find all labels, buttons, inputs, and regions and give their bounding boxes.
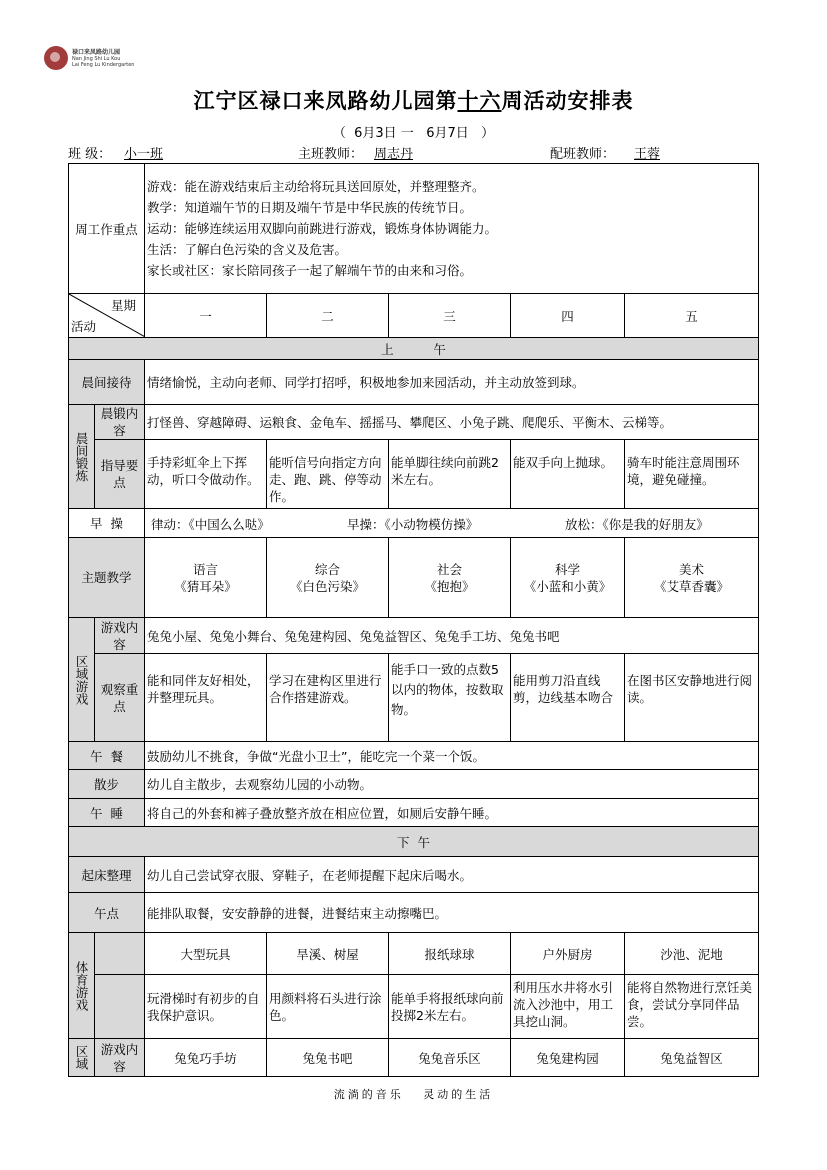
- subject-name: 社会: [437, 561, 463, 577]
- exercise-label: 早 操: [69, 509, 145, 538]
- focus-item: 教学：知道端午节的日期及端午节是中华民族的传统节日。: [147, 200, 473, 215]
- guide-point: 骑车时能注意周围环境，避免碰撞。: [625, 440, 759, 509]
- subject-title: 《小蓝和小黄》: [523, 578, 612, 594]
- subject-name: 科学: [555, 561, 581, 577]
- page-title: [0, 85, 827, 115]
- teaching-subject: [267, 538, 389, 618]
- pe-venue: 沙池、泥地: [625, 933, 759, 975]
- pe-point: 利用压水井将水引流入沙池中，用工具挖山洞。: [511, 975, 625, 1039]
- area-game-content: 兔兔小屋、兔兔小舞台、兔兔建构园、兔兔益智区、兔兔手工坊、兔兔书吧: [145, 618, 759, 654]
- reception-label: 晨间接待: [69, 360, 145, 405]
- weekly-focus-row: [69, 164, 759, 294]
- observe-point: 学习在建构区里进行合作搭建游戏。: [267, 654, 389, 742]
- week-number: 十六: [457, 89, 502, 113]
- pe-venue: 大型玩具: [145, 933, 267, 975]
- day-header: 五: [625, 294, 759, 338]
- morning-section-row: [69, 338, 759, 360]
- pe-point-blank: [95, 975, 145, 1039]
- morning-exercise-content: 打怪兽、穿越障碍、运粮食、金龟车、摇摇马、攀爬区、小兔子跳、爬爬乐、平衡木、云梯等。: [145, 405, 759, 440]
- subject-title: 《猜耳朵》: [174, 578, 237, 594]
- subject-name: 语言: [193, 561, 219, 577]
- logo-pinyin: Nan Jing Shi Lu Kou: [72, 56, 121, 62]
- subject-name: 美术: [679, 561, 705, 577]
- teaching-subject: [511, 538, 625, 618]
- day-header: 二: [267, 294, 389, 338]
- exercise-content: [145, 509, 759, 538]
- title-suffix: 周活动安排表: [501, 89, 634, 113]
- weekday-header-row: [69, 294, 759, 338]
- morning-section-label: 上 午: [69, 338, 759, 360]
- observe-label: 观察重点: [95, 654, 145, 742]
- afternoon-section-row: [69, 827, 759, 857]
- lunch-row: [69, 742, 759, 770]
- class-label: 班 级：: [68, 147, 112, 162]
- area-game-content-label: 游戏内容: [95, 618, 145, 654]
- reception-content: 情绪愉悦，主动向老师、同学打招呼，积极地参加来园活动，并主动放签到球。: [145, 360, 759, 405]
- teacher-info: [68, 143, 758, 163]
- teaching-subject: [625, 538, 759, 618]
- snack-content: 能排队取餐，安安静静的进餐，进餐结束主动擦嘴巴。: [145, 893, 759, 933]
- nap-label: 午 睡: [69, 799, 145, 827]
- logo-emblem-icon: [44, 46, 68, 70]
- relax-item: 放松：《你是我的好朋友》: [565, 517, 709, 532]
- teaching-subject: [389, 538, 511, 618]
- wakeup-content: 幼儿自己尝试穿衣服、穿鞋子，在老师提醒下起床后喝水。: [145, 857, 759, 893]
- pe-point-row: [69, 975, 759, 1039]
- schedule-table: [68, 163, 759, 1077]
- pe-venue: 报纸球球: [389, 933, 511, 975]
- lunch-label: 午 餐: [69, 742, 145, 770]
- wakeup-row: [69, 857, 759, 893]
- activity-label: 活动: [71, 319, 97, 334]
- morning-exercise-item: 早操：《小动物模仿操》: [347, 517, 479, 532]
- afternoon-section-label: 下 午: [69, 827, 759, 857]
- title-prefix: 江宁区禄口来凤路幼儿园第: [193, 89, 458, 113]
- morning-exercise-group-label: 晨间锻炼: [69, 405, 95, 509]
- class-value: 小一班: [124, 147, 164, 162]
- focus-item: 家长或社区：家长陪同孩子一起了解端午节的由来和习俗。: [147, 263, 473, 278]
- teaching-label: 主题教学: [69, 538, 145, 618]
- subject-title: 《艾草香囊》: [654, 578, 730, 594]
- day-header: 一: [145, 294, 267, 338]
- subject-title: 《抱抱》: [424, 578, 475, 594]
- guide-label: 指导要点: [95, 440, 145, 509]
- assist-teacher-label: 配班教师：: [550, 147, 616, 162]
- observe-point: 在图书区安静地进行阅读。: [625, 654, 759, 742]
- morning-exercise-content-label: 晨锻内容: [95, 405, 145, 440]
- exercise-row: [69, 509, 759, 538]
- pm-area-item: 兔兔音乐区: [389, 1039, 511, 1077]
- lunch-content: 鼓励幼儿不挑食，争做“光盘小卫士”，能吃完一个菜一个饭。: [145, 742, 759, 770]
- guide-point: 能双手向上抛球。: [511, 440, 625, 509]
- weekly-focus-content: [145, 164, 759, 294]
- pe-venue-row: [69, 933, 759, 975]
- walk-label: 散步: [69, 770, 145, 799]
- day-header: 四: [511, 294, 625, 338]
- pe-point: 能单手将报纸球向前投掷2米左右。: [389, 975, 511, 1039]
- week-label: 星期: [111, 298, 137, 313]
- observe-point: 能和同伴友好相处，并整理玩具。: [145, 654, 267, 742]
- pm-area-item: 兔兔益智区: [625, 1039, 759, 1077]
- date-range: （ 6月3日 一 6月7日 ）: [332, 126, 495, 141]
- pe-point: 玩滑梯时有初步的自我保护意识。: [145, 975, 267, 1039]
- assist-teacher-value: 王蓉: [634, 147, 661, 162]
- snack-label: 午点: [69, 893, 145, 933]
- pm-area-item: 兔兔建构园: [511, 1039, 625, 1077]
- logo-english: Lai Feng Lu Kindergarten: [72, 62, 135, 68]
- focus-item: 生活：了解白色污染的含义及危害。: [147, 242, 348, 257]
- nap-row: [69, 799, 759, 827]
- guide-point: 能单脚往续向前跳2米左右。: [389, 440, 511, 509]
- kindergarten-logo: [44, 42, 144, 76]
- day-header: 三: [389, 294, 511, 338]
- pe-venue: 户外厨房: [511, 933, 625, 975]
- pe-point: 用颜料将石头进行涂色。: [267, 975, 389, 1039]
- guide-point: 手持彩虹伞上下挥动，听口令做动作。: [145, 440, 267, 509]
- pm-area-item: 兔兔巧手坊: [145, 1039, 267, 1077]
- walk-row: [69, 770, 759, 799]
- wakeup-label: 起床整理: [69, 857, 145, 893]
- guide-point: 能听信号向指定方向走、跑、跳、停等动作。: [267, 440, 389, 509]
- snack-row: [69, 893, 759, 933]
- focus-item: 游戏：能在游戏结束后主动给将玩具送回原处，并整理整齐。: [147, 179, 485, 194]
- nap-content: 将自己的外套和裤子叠放整齐放在相应位置，如厕后安静午睡。: [145, 799, 759, 827]
- observe-point: 能手口一致的点数5以内的物体，按数取物。: [389, 654, 511, 742]
- observe-point: 能用剪刀沿直线剪，边线基本吻合: [511, 654, 625, 742]
- focus-item: 运动：能够连续运用双脚向前跳进行游戏，锻炼身体协调能力。: [147, 221, 498, 236]
- teaching-row: [69, 538, 759, 618]
- main-teacher-value: 周志丹: [374, 147, 414, 162]
- footer-motto: 流淌的音乐 灵动的生活: [333, 1088, 494, 1101]
- subject-title: 《白色污染》: [290, 578, 366, 594]
- pm-area-row: [69, 1039, 759, 1077]
- morning-exercise-content-row: [69, 405, 759, 440]
- pm-area-item: 兔兔书吧: [267, 1039, 389, 1077]
- pm-area-content-label: 游戏内容: [95, 1039, 145, 1077]
- pe-venue: 旱溪、树屋: [267, 933, 389, 975]
- main-teacher-label: 主班教师：: [298, 147, 364, 162]
- reception-row: [69, 360, 759, 405]
- diagonal-header-cell: [69, 294, 145, 338]
- rhythm-item: 律动：《中国么么哒》: [151, 517, 270, 532]
- weekly-focus-label: 周工作重点: [69, 164, 145, 294]
- area-game-content-row: [69, 618, 759, 654]
- teaching-subject: [145, 538, 267, 618]
- area-game-observe-row: [69, 654, 759, 742]
- morning-exercise-guide-row: [69, 440, 759, 509]
- pe-venue-blank: [95, 933, 145, 975]
- subject-name: 综合: [315, 561, 341, 577]
- pe-game-group-label: 体育游戏: [69, 933, 95, 1039]
- walk-content: 幼儿自主散步，去观察幼儿园的小动物。: [145, 770, 759, 799]
- pm-area-group-label: 区域: [69, 1039, 95, 1077]
- logo-name: 禄口来凤路幼儿园: [72, 49, 121, 56]
- pe-point: 能将自然物进行烹饪美食，尝试分享同伴品尝。: [625, 975, 759, 1039]
- area-game-group-label: 区域游戏: [69, 618, 95, 742]
